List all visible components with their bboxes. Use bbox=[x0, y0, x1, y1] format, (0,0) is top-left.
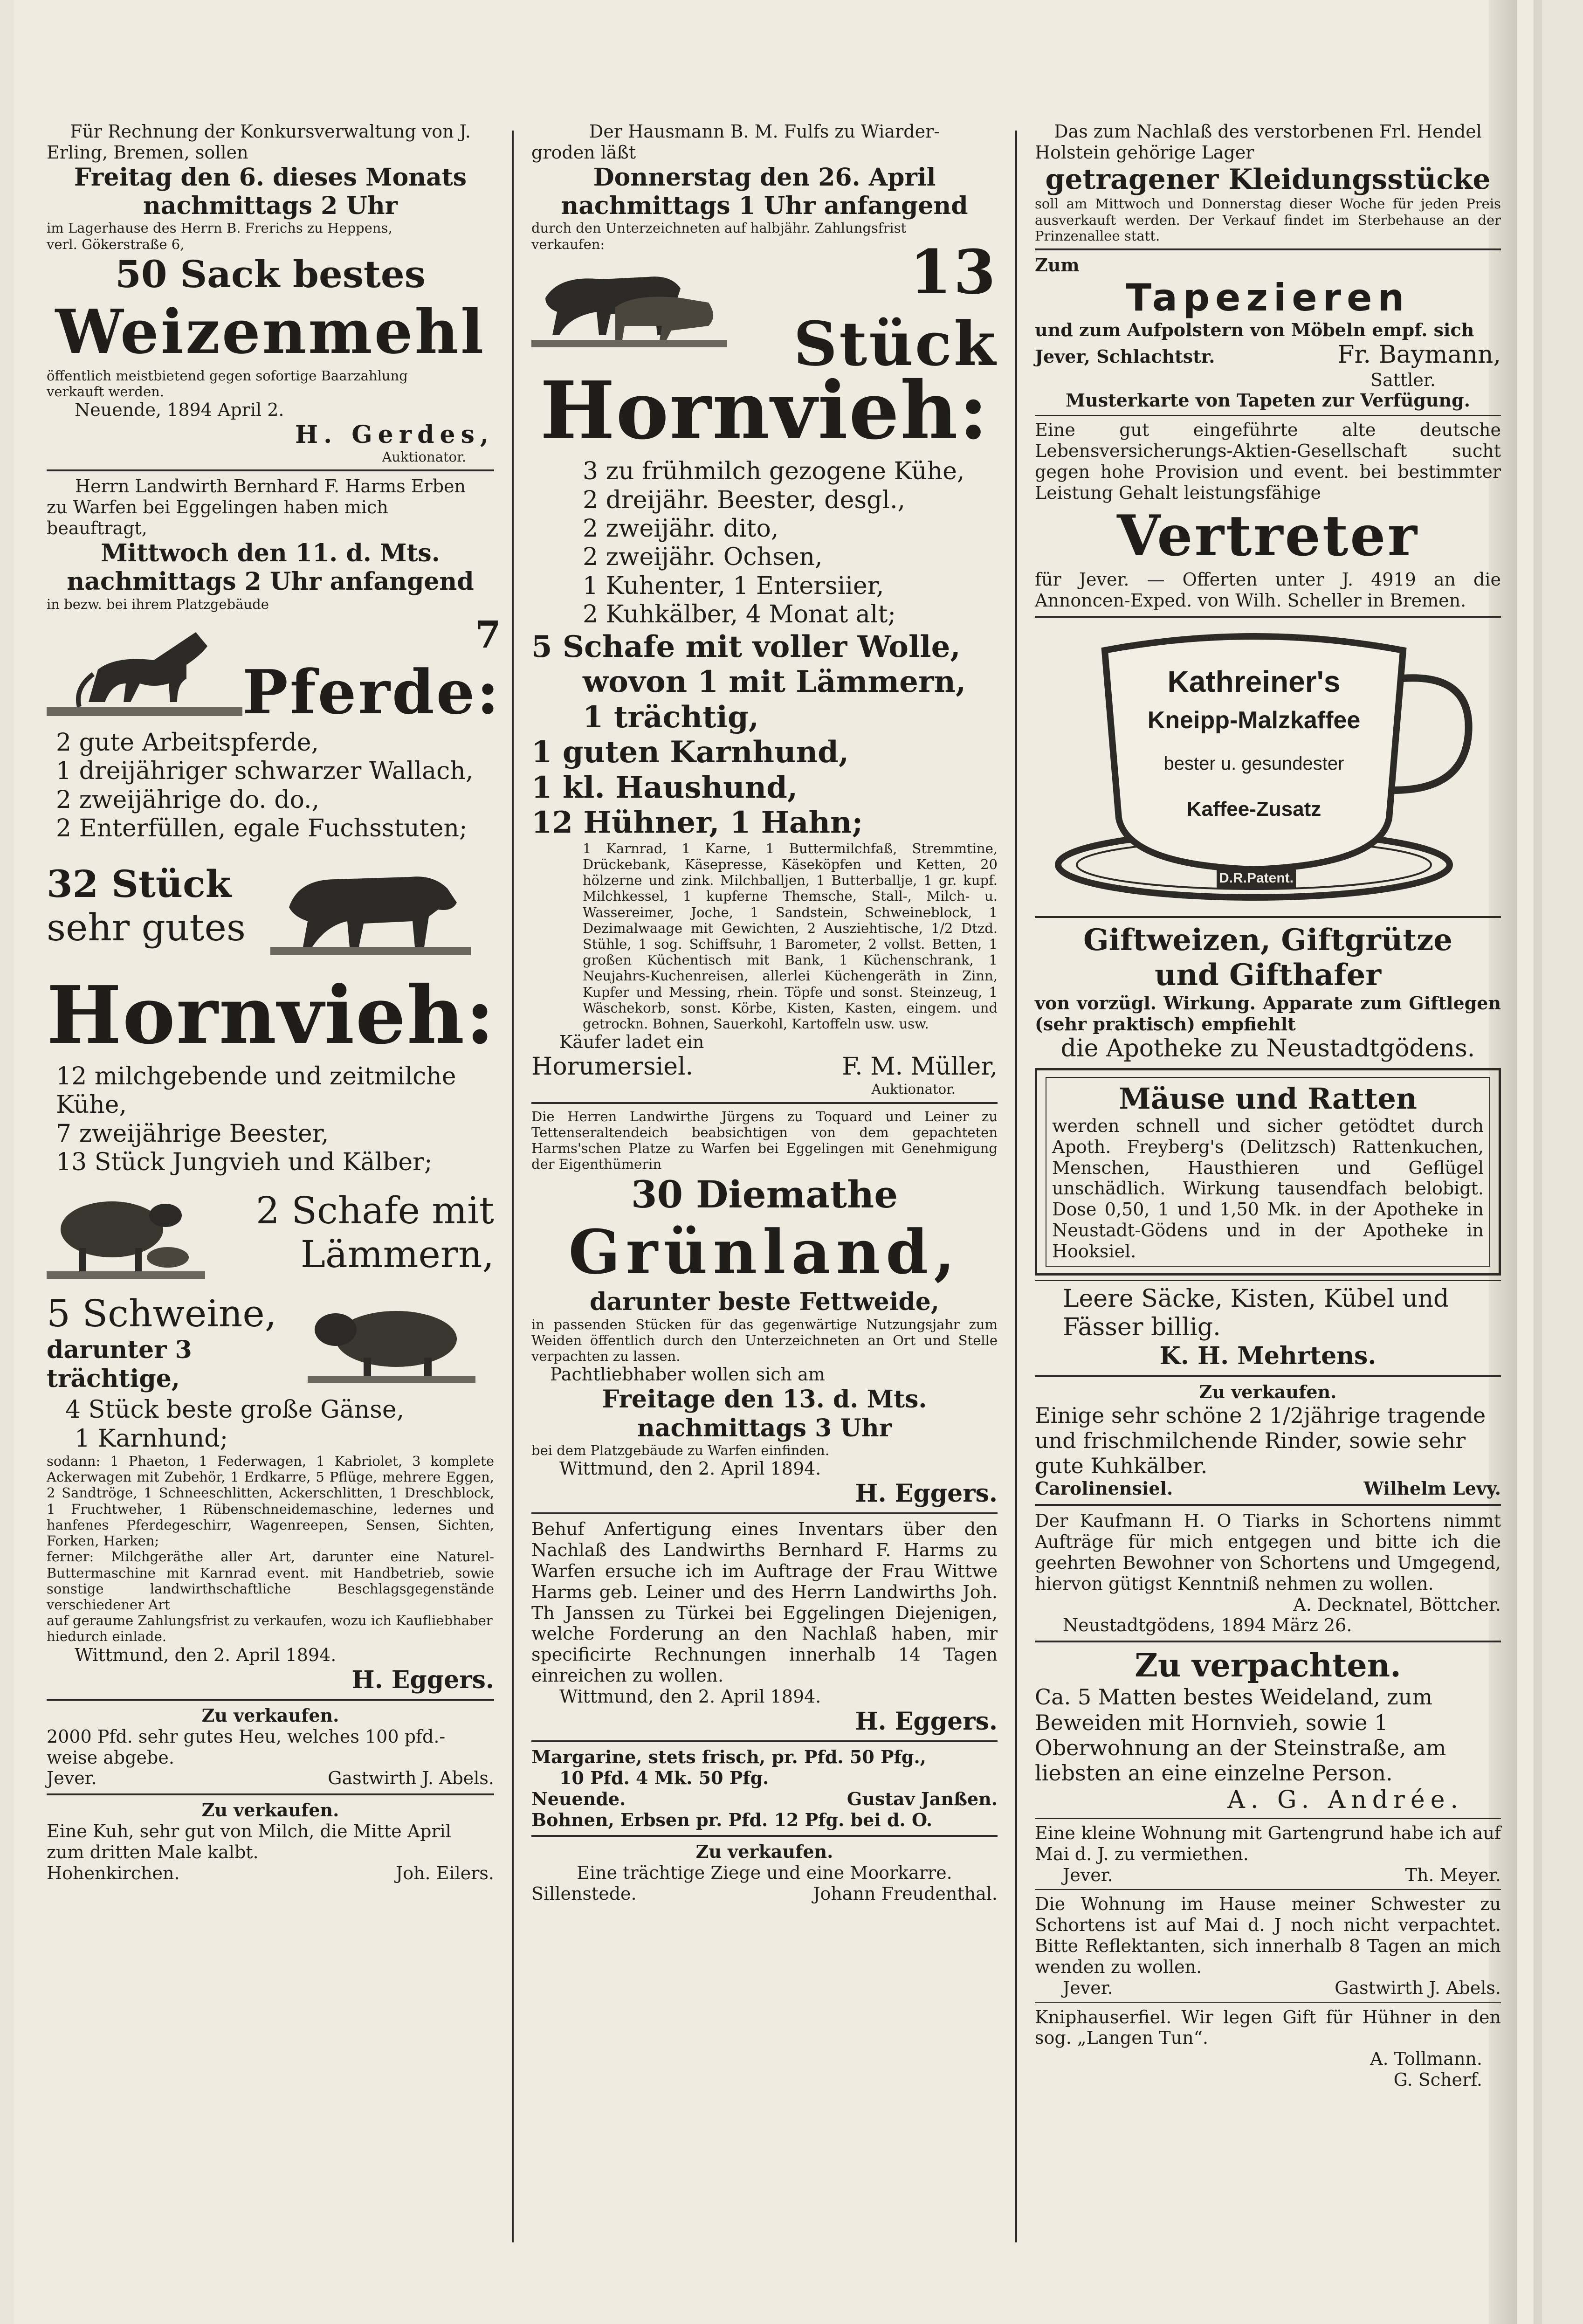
pig-block bbox=[47, 1289, 494, 1396]
brand-sub: Kaffee-Zusatz bbox=[1186, 797, 1321, 821]
ad-line: Herrn Landwirth Bernhard F. Harms Erben bbox=[75, 476, 466, 497]
ad-line: Kniphauserfiel. Wir legen Gift für Hühner in den sog. „Langen Tun“. bbox=[1035, 2007, 1501, 2048]
ad-line: Ca. 5 Matten bestes Weideland, zum Beweiden mit Hornvieh, sowie 1 Oberwohnung an der Steinstraße, am liebsten an eine einzelne Person. bbox=[1035, 1684, 1446, 1786]
bull-engraving bbox=[270, 847, 471, 965]
signer-role: Sattler. bbox=[1370, 369, 1436, 390]
place: Horumersiel. bbox=[531, 1053, 694, 1081]
place: Hohenkirchen. bbox=[47, 1862, 180, 1883]
place: Jever, Schlachtstr. bbox=[1035, 346, 1215, 367]
signer: H. Gerdes, bbox=[295, 420, 494, 449]
dog-line: 1 kl. Haushund, bbox=[531, 770, 798, 805]
auction-time: nachmittags 2 Uhr anfangend bbox=[67, 567, 474, 596]
ad-tapezieren bbox=[1035, 255, 1501, 411]
sheep-engraving bbox=[47, 1178, 205, 1287]
ad-wohnung bbox=[1035, 1823, 1501, 1885]
signer: die Apotheke zu Neustadtgödens. bbox=[1060, 1034, 1475, 1063]
signer: K. H. Mehrtens. bbox=[1159, 1342, 1377, 1371]
product-heading: Weizenmehl bbox=[55, 296, 486, 368]
place: Neuende. bbox=[531, 1788, 626, 1809]
ad-rinder bbox=[1035, 1382, 1501, 1499]
ad-line: bei dem Platzgebäude zu Warfen einfinden. bbox=[531, 1442, 830, 1458]
brand-tagline: bester u. gesundester bbox=[1163, 753, 1344, 774]
list-item: 2 dreijähr. Beester, desgl., bbox=[583, 486, 906, 514]
divider bbox=[1035, 2002, 1501, 2003]
auction-day: Freitage den 13. d. Mts. bbox=[602, 1385, 927, 1414]
signer: H. Eggers. bbox=[855, 1479, 998, 1508]
hornvieh-heading: Hornvieh: bbox=[47, 969, 496, 1062]
ad-head: Giftweizen, Giftgrütze bbox=[1083, 922, 1453, 958]
ad-line: zum dritten Male kalbt. bbox=[47, 1841, 259, 1862]
ad-line: und zum Aufpolstern von Möbeln empf. sich bbox=[1035, 319, 1474, 341]
place-date: Wittmund, den 2. April 1894. bbox=[559, 1686, 821, 1707]
ad-line: Musterkarte von Tapeten zur Verfügung. bbox=[1066, 390, 1470, 411]
quantity-heading: 50 Sack bestes bbox=[115, 252, 426, 296]
pig-note: darunter 3 trächtige, bbox=[47, 1336, 192, 1393]
sodann-list: sodann: 1 Phaeton, 1 Federwagen, 1 Kabriolet, 3 komplete Ackerwagen mit Zubehör, 1 Erdkarre, 5 Pflüge, mehrere Eggen, 2 Sandtröge, 1 Schneeschlitten, Ackerschlitten, 1 Dreschblock, 1 Fruchtweher, 1 Rübenschneidemaschine, ledernes und hanfenes Pferdegeschirr, Wagenreepen, Sensen, Sichten, Forken, Harken; bbox=[47, 1453, 494, 1549]
place-date: Neuende, 1894 April 2. bbox=[75, 400, 284, 421]
divider bbox=[47, 1793, 494, 1795]
ad-harms-auction bbox=[47, 476, 501, 1694]
ad-line: Leere Säcke, Kisten, Kübel und Fässer billig. bbox=[1063, 1284, 1449, 1342]
auction-time: nachmittags 1 Uhr anfangend bbox=[561, 192, 968, 221]
ad-head: Zu verkaufen. bbox=[695, 1841, 833, 1862]
signer: Gastwirth J. Abels. bbox=[328, 1768, 494, 1789]
divider bbox=[1035, 916, 1501, 918]
cattle-block bbox=[47, 843, 494, 969]
ad-clothing bbox=[1035, 121, 1501, 244]
auction-day: Donnerstag den 26. April bbox=[593, 163, 936, 192]
place: Jever. bbox=[1063, 1864, 1113, 1885]
ad-goat bbox=[531, 1841, 998, 1904]
signer-role: Auktionator. bbox=[382, 449, 466, 465]
ad-line: für Jever. — Offerten unter J. 4919 an die Annoncen-Exped. von Wilh. Scheller in Bremen. bbox=[1035, 569, 1501, 611]
auction-time: nachmittags 2 Uhr bbox=[143, 192, 398, 221]
divider bbox=[1035, 248, 1501, 250]
sheep-sub: 1 trächtig, bbox=[583, 699, 759, 735]
signer: Johann Freudenthal. bbox=[813, 1883, 998, 1904]
ad-rattenkuchen bbox=[1035, 1068, 1501, 1276]
ad-head: Mäuse und Ratten bbox=[1119, 1081, 1417, 1116]
hens-line: 12 Hühner, 1 Hahn; bbox=[531, 805, 863, 841]
ad-boettcher bbox=[1035, 1510, 1501, 1636]
ad-line: Eine trächtige Ziege und eine Moorkarre. bbox=[577, 1862, 952, 1883]
pig-engraving bbox=[308, 1292, 475, 1392]
geese-line: 4 Stück beste große Gänse, bbox=[65, 1396, 405, 1424]
ad-line: auf geraume Zahlungsfrist zu verkaufen, wozu ich Kaufliebhaber hiedurch einlade. bbox=[47, 1613, 493, 1645]
divider bbox=[531, 1512, 998, 1514]
divider bbox=[531, 1835, 998, 1837]
ad-head: Tapezieren bbox=[1126, 276, 1410, 319]
dog-line: 1 guten Karnhund, bbox=[531, 735, 849, 770]
divider bbox=[1035, 1818, 1501, 1819]
list-item: 3 zu frühmilch gezogene Kühe, bbox=[583, 457, 965, 486]
column-right bbox=[1035, 121, 1501, 2247]
ferner-list: ferner: Milchgeräthe aller Art, darunter eine Naturel-Buttermaschine mit Karnrad event. mit Handbetrieb, sowie sonstige landwirthschaftliche Beschlagsgegenstände verschiedener Art bbox=[47, 1549, 494, 1613]
patent-mark: D.R.Patent. bbox=[1218, 870, 1294, 886]
ad-head: Zu verkaufen. bbox=[201, 1800, 339, 1821]
ad-line: Die Wohnung im Hause meiner Schwester zu Schortens ist auf Mai d. J noch nicht verpachtet. Bitte Reflektanten, sich innerhalb 8 Tagen an mich wenden zu wollen. bbox=[1035, 1894, 1501, 1977]
ad-saecke bbox=[1035, 1285, 1501, 1371]
list-item: 2 Kuhkälber, 4 Monat alt; bbox=[583, 600, 896, 629]
ad-line: verkauft werden. bbox=[47, 383, 165, 400]
ad-line: Eine kleine Wohnung mit Gartengrund habe ich auf Mai d. J. zu vermiethen. bbox=[1035, 1822, 1501, 1864]
dog-line: 1 Karnhund; bbox=[75, 1424, 228, 1453]
list-item: 2 gute Arbeitspferde, bbox=[56, 728, 319, 757]
ad-line: durch den Unterzeichneten auf halbjähr. Zahlungsfrist bbox=[531, 220, 907, 236]
column-divider bbox=[512, 131, 514, 2242]
ad-gift bbox=[1035, 923, 1501, 1063]
sheep-sub: wovon 1 mit Lämmern, bbox=[583, 664, 966, 700]
cattle-count: 32 Stück bbox=[47, 862, 232, 906]
ad-line: Das zum Nachlaß des verstorbenen Frl. Hendel bbox=[1054, 121, 1482, 142]
ad-weizenmehl bbox=[47, 121, 494, 465]
horse-engraving bbox=[47, 614, 242, 727]
place-date: Neustadtgödens, 1894 März 26. bbox=[1063, 1615, 1352, 1636]
auction-day: Mittwoch den 11. d. Mts. bbox=[101, 538, 440, 567]
list-item: 2 zweijähr. dito, bbox=[583, 515, 779, 543]
divider bbox=[531, 1740, 998, 1742]
ad-head: Zu verkaufen. bbox=[1199, 1381, 1337, 1402]
ad-line: Einige sehr schöne 2 1/2jährige tragende und frischmilchende Rinder, sowie sehr gute Kuhkälber. bbox=[1035, 1402, 1486, 1479]
ad-head: Vertreter bbox=[1117, 503, 1419, 569]
ad-line: Die Herren Landwirthe Jürgens zu Toquard und Leiner zu Tettenseraltendeich beabsichtigen von dem gepachteten Harms'schen Platze zu Warfen bei Eggelingen mit Genehmigung der Eigenthümerin bbox=[531, 1108, 998, 1172]
signer-role: Auktionator. bbox=[871, 1081, 956, 1097]
ad-margarine bbox=[531, 1747, 998, 1830]
signer: Fr. Baymann, bbox=[1337, 341, 1501, 369]
signer: Th. Meyer. bbox=[1405, 1864, 1501, 1885]
ad-line: 10 Pfd. 4 Mk. 50 Pfg. bbox=[559, 1767, 769, 1788]
signer: Gustav Janßen. bbox=[847, 1788, 998, 1809]
ad-line: verl. Gökerstraße 6, bbox=[47, 236, 185, 252]
cattle-list bbox=[531, 457, 998, 629]
ad-line: Erling, Bremen, sollen bbox=[47, 142, 248, 163]
ad-line: Der Kaufmann H. O Tiarks in Schortens nimmt Aufträge für mich entgegen und bitte ich die geehrten Bewohner von Schortens und Umgegend, hiervon gütigst Kenntniß nehmen zu wollen. bbox=[1035, 1510, 1501, 1594]
place: Carolinensiel. bbox=[1035, 1478, 1173, 1499]
ad-kathreiner bbox=[1035, 622, 1501, 911]
cattle-list bbox=[47, 1062, 494, 1177]
ad-wohnung-schortens bbox=[1035, 1894, 1501, 1998]
ad-line: Eine Kuh, sehr gut von Milch, die Mitte April bbox=[47, 1821, 451, 1841]
horse-block bbox=[47, 612, 501, 729]
ad-line: Für Rechnung der Konkursverwaltung von J. bbox=[69, 121, 471, 142]
list-item: 13 Stück Jungvieh und Kälber; bbox=[56, 1148, 433, 1176]
ad-line: soll am Mittwoch und Donnerstag dieser Woche für jeden Preis ausverkauft werden. Der Verkauf findet im Sterbehause an der Prinzenallee statt. bbox=[1035, 196, 1501, 244]
horse-count: 7 bbox=[475, 612, 501, 656]
divider bbox=[47, 469, 494, 471]
newspaper-page bbox=[14, 0, 1534, 2324]
signer: H. Eggers. bbox=[351, 1665, 494, 1694]
ad-line: von vorzügl. Wirkung. Apparate zum Giftlegen (sehr praktisch) empfiehlt bbox=[1035, 992, 1501, 1034]
column-divider bbox=[1015, 131, 1017, 2242]
list-item: 2 zweijähr. Ochsen, bbox=[583, 543, 823, 572]
divider bbox=[531, 1102, 998, 1104]
ad-head: Zu verkaufen. bbox=[201, 1704, 339, 1726]
list-item: 2 Enterfüllen, egale Fuchsstuten; bbox=[56, 814, 468, 842]
horse-heading: Pferde: bbox=[242, 656, 501, 728]
list-item: 12 milchgebende und zeitmilche Kühe, bbox=[56, 1062, 456, 1119]
ad-gift-huehner bbox=[1035, 2007, 1501, 2090]
horse-list bbox=[47, 729, 494, 843]
list-item: 1 Kuhenter, 1 Entersiier, bbox=[583, 572, 884, 600]
ad-text: Behuf Anfertigung eines Inventars über den Nachlaß des Landwirths Bernhard F. Harms zu Warfen ersuche ich im Auftrage der Frau Wittwe Harms geb. Leiner und des Herrn Landwirths Joh. Th Janssen zu Türkei bei Eggelingen Diejenigen, welche Forderung an den Nachlaß haben, mir specificirte Rechnungen innerhalb 14 Tagen einreichen zu wollen. bbox=[531, 1519, 998, 1686]
ad-hay bbox=[47, 1705, 494, 1789]
divider bbox=[1035, 616, 1501, 618]
signer: H. Eggers. bbox=[855, 1707, 998, 1736]
place: Jever. bbox=[1063, 1977, 1113, 1998]
place-date: Wittmund, den 2. April 1894. bbox=[559, 1458, 821, 1479]
sheep-heading: 2 Schafe mit bbox=[255, 1188, 494, 1232]
ad-line: Bohnen, Erbsen pr. Pfd. 12 Pfg. bei d. O. bbox=[531, 1809, 933, 1830]
ad-line: in passenden Stücken für das gegenwärtige Nutzungsjahr zum Weiden öffentlich durch den Unterzeichneten an Ort und Stelle verpachten zu lassen. bbox=[531, 1316, 998, 1365]
divider bbox=[1035, 1504, 1501, 1506]
ad-line: Käufer ladet ein bbox=[559, 1032, 704, 1053]
divider bbox=[1035, 1889, 1501, 1890]
signer: Joh. Eilers. bbox=[395, 1862, 494, 1883]
ad-line: Eine gut eingeführte alte deutsche Lebensversicherungs-Aktien-Gesellschaft sucht gegen hohe Provision und event. bei bestimmter Leistung Gehalt leistungsfähige bbox=[1035, 420, 1501, 503]
auction-time: nachmittags 3 Uhr bbox=[637, 1414, 892, 1442]
place: Jever. bbox=[47, 1768, 97, 1789]
ad-text: werden schnell und sicher getödtet durch Apoth. Freyberg's (Delitzsch) Rattenkuchen, Menschen, Hausthieren und Geflügel unschädlich. Wirkung tausendfach belobigt. Dose 0,50, 1 und 1,50 Mk. in der Apotheke in Neustadt-Gödens und in der Apotheke in Hooksiel. bbox=[1052, 1115, 1484, 1262]
pig-heading: 5 Schweine, bbox=[47, 1291, 277, 1335]
ad-line: 2000 Pfd. sehr gutes Heu, welches 100 pfd.- bbox=[47, 1726, 446, 1747]
divider bbox=[47, 1699, 494, 1701]
place-date: Wittmund, den 2. April 1894. bbox=[75, 1644, 337, 1665]
list-item: 7 zweijährige Beester, bbox=[56, 1119, 329, 1148]
list-item: 1 dreijähriger schwarzer Wallach, bbox=[56, 757, 474, 786]
ad-pre: Zum bbox=[1035, 255, 1080, 276]
signer: F. M. Müller, bbox=[842, 1053, 998, 1081]
ad-line: Pachtliebhaber wollen sich am bbox=[550, 1364, 825, 1385]
product-heading: Grünland, bbox=[568, 1216, 961, 1288]
product-heading: getragener Kleidungsstücke bbox=[1045, 163, 1491, 196]
signer: A. Decknatel, Böttcher. bbox=[1293, 1594, 1501, 1615]
cattle-quality: sehr gutes bbox=[47, 906, 246, 950]
ad-line: Der Hausmann B. M. Fulfs zu Wiarder- bbox=[589, 121, 940, 142]
ad-inventory bbox=[531, 1519, 998, 1736]
place: Sillenstede. bbox=[531, 1883, 637, 1904]
divider bbox=[1035, 415, 1501, 416]
signer: G. Scherf. bbox=[1393, 2069, 1482, 2090]
ad-line: verkaufen: bbox=[531, 236, 605, 252]
divider bbox=[1035, 1280, 1501, 1281]
ad-line: Margarine, stets frisch, pr. Pfd. 50 Pfg., bbox=[531, 1746, 926, 1768]
ad-gruenland bbox=[531, 1109, 998, 1508]
ad-cow bbox=[47, 1800, 494, 1883]
brand-name: Kathreiner's bbox=[1167, 664, 1341, 698]
ad-verpachten bbox=[1035, 1647, 1501, 1814]
sheep-block bbox=[47, 1177, 494, 1289]
cattle-engraving bbox=[531, 256, 727, 360]
ad-line: öffentlich meistbietend gegen sofortige Baarzahlung bbox=[47, 367, 408, 384]
product-sub: darunter beste Fettweide, bbox=[590, 1288, 939, 1317]
signer: A. G. Andrée. bbox=[1227, 1786, 1464, 1814]
ad-vertreter bbox=[1035, 420, 1501, 611]
signer: A. Tollmann. bbox=[1370, 2048, 1482, 2069]
ad-line: weise abgebe. bbox=[47, 1747, 174, 1768]
column-middle bbox=[531, 121, 998, 2247]
household-list: 1 Karnrad, 1 Karne, 1 Buttermilchfaß, Stremmtine, Drückebank, Käsepresse, Käseköpfen und Ketten, 20 hölzerne und zink. Milchballjen, 1 Butterballje, 1 gr. kupf. Milchkessel, 1 kupferne Themsche, Stall-, Milch- u. Wassereimer, Joche, 1 Sandstein, Schweineblock, 1 Dezimalwaage mit Gewichten, 2 Ausziehtische, 1/2 Dtzd. Stühle, 1 sog. Schiffsuhr, 1 Barometer, 2 vollst. Betten, 1 großen Küchentisch mit Bank, 1 Küchenschrank, 1 Neujahrs-Kuchenreisen, allerlei Küchengeräth in Zinn, Kupfer und Messing, rhein. Töpfe und sonst. Steinzeug, 1 Wäschekorb, sonst. Körbe, Kisten, Kasten, eingem. und getrockn. Bohnen, Sauerkohl, Kartoffeln usw. usw. bbox=[583, 840, 998, 1032]
ad-head: Zu verpachten. bbox=[1135, 1647, 1401, 1685]
signer: Gastwirth J. Abels. bbox=[1335, 1977, 1501, 1998]
sheep-heading: 5 Schafe mit voller Wolle, bbox=[531, 629, 961, 664]
auction-day: Freitag den 6. dieses Monats bbox=[74, 163, 467, 192]
ad-line: im Lagerhause des Herrn B. Frerichs zu Heppens, bbox=[47, 220, 392, 236]
sheep-heading-2: Lämmern, bbox=[300, 1233, 494, 1276]
ad-line: zu Warfen bei Eggelingen haben mich beauftragt, bbox=[47, 497, 388, 539]
quantity-heading: 30 Diemathe bbox=[631, 1172, 898, 1216]
quantity-heading: 13 Stück bbox=[793, 236, 998, 379]
hornvieh-heading: Hornvieh: bbox=[540, 364, 989, 457]
divider bbox=[1035, 1375, 1501, 1377]
column-left bbox=[47, 121, 501, 2247]
ad-head: und Gifthafer bbox=[1154, 958, 1382, 993]
brand-product: Kneipp-Malzkaffee bbox=[1147, 706, 1361, 734]
ad-line: in bezw. bei ihrem Platzgebäude bbox=[47, 596, 269, 612]
ad-fulfs-auction bbox=[531, 121, 998, 1097]
list-item: 2 zweijährige do. do., bbox=[56, 786, 320, 814]
divider bbox=[1035, 1641, 1501, 1642]
signer: Wilhelm Levy. bbox=[1363, 1478, 1501, 1499]
ad-line: Holstein gehörige Lager bbox=[1035, 142, 1254, 163]
ad-line: groden läßt bbox=[531, 142, 636, 163]
